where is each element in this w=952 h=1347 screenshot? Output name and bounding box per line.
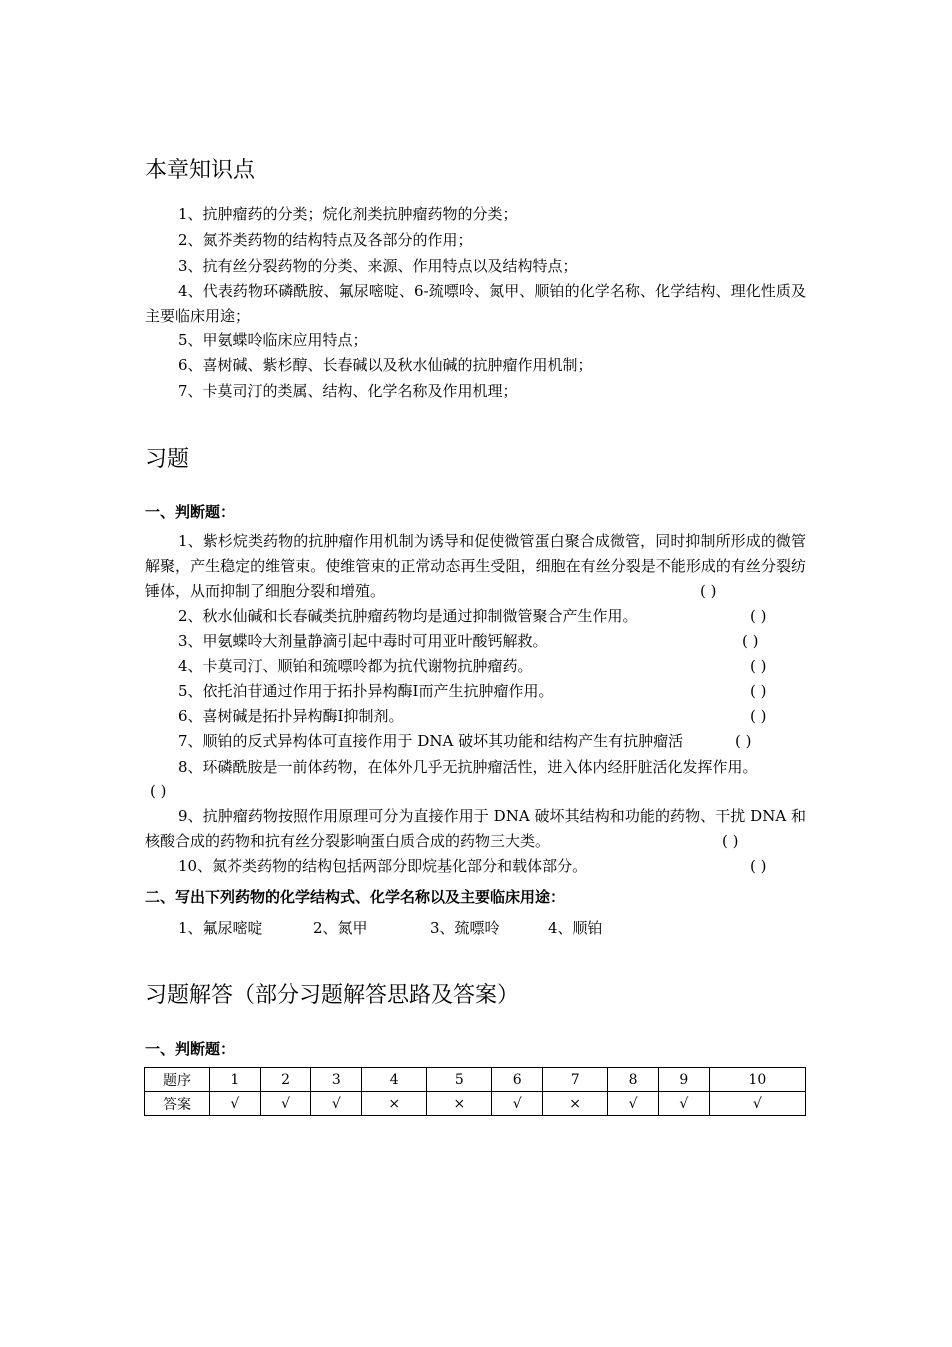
table-cell: √ xyxy=(492,1092,543,1116)
answer-blank: ( ) xyxy=(700,582,717,600)
question-10: 10、氮芥类药物的结构包括两部分即烷基化部分和载体部分。 xyxy=(178,857,588,875)
table-cell: × xyxy=(427,1092,492,1116)
table-row-label: 题序 xyxy=(145,1068,210,1092)
table-cell: 9 xyxy=(658,1068,709,1092)
knowledge-item: 6、喜树碱、紫杉醇、长春碱以及秋水仙碱的抗肿瘤作用机制； xyxy=(178,356,593,374)
table-cell: × xyxy=(543,1092,608,1116)
question-text: 8、环磷酰胺是一前体药物，在体外几乎无抗肿瘤活性，进入体内经肝脏活化发挥作用。 xyxy=(178,758,758,776)
section-title-knowledge: 本章知识点 xyxy=(145,158,256,183)
question-text: 9、抗肿瘤药物按照作用原理可分为直接作用于 DNA 破坏其结构和功能的药物、干扰 DNA 和核酸合成的药物和抗有丝分裂影响蛋白质合成的药物三大类。 xyxy=(145,807,806,850)
question-3: 3、甲氨蝶呤大剂量静滴引起中毒时可用亚叶酸钙解救。 xyxy=(178,632,548,650)
table-cell: √ xyxy=(210,1092,261,1116)
answer-table xyxy=(144,1067,806,1116)
table-cell: 4 xyxy=(362,1068,427,1092)
knowledge-item: 2、氮芥类药物的结构特点及各部分的作用； xyxy=(178,231,473,249)
answer-blank: ( ) xyxy=(735,732,752,750)
question-9 xyxy=(145,804,806,854)
answer-blank: ( ) xyxy=(750,857,767,875)
table-cell: √ xyxy=(608,1092,659,1116)
table-row-answers xyxy=(145,1092,806,1116)
table-cell: √ xyxy=(709,1092,805,1116)
table-cell: 1 xyxy=(210,1068,261,1092)
table-cell: √ xyxy=(311,1092,362,1116)
question-5: 5、依托泊苷通过作用于拓扑异构酶Ⅰ而产生抗肿瘤作用。 xyxy=(178,682,554,700)
drug-item: 4、顺铂 xyxy=(548,919,603,937)
table-cell: 10 xyxy=(709,1068,805,1092)
answer-blank: ( ) xyxy=(750,607,767,625)
question-8 xyxy=(145,755,806,780)
answer-blank: ( ) xyxy=(750,707,767,725)
answer-blank: ( ) xyxy=(742,632,759,650)
table-cell: 7 xyxy=(543,1068,608,1092)
answer-blank: ( ) xyxy=(722,832,739,850)
drug-item: 1、氟尿嘧啶 xyxy=(178,919,263,937)
knowledge-item: 1、抗肿瘤药的分类；烷化剂类抗肿瘤药物的分类； xyxy=(178,205,518,223)
question-7: 7、顺铂的反式异构体可直接作用于 DNA 破坏其功能和结构产生有抗肿瘤活 xyxy=(178,732,684,750)
section-title-answers: 习题解答（部分习题解答思路及答案） xyxy=(145,983,520,1008)
table-cell: 6 xyxy=(492,1068,543,1092)
true-false-heading: 一、判断题： xyxy=(145,503,236,521)
table-row-numbers xyxy=(145,1068,806,1092)
table-cell: 5 xyxy=(427,1068,492,1092)
structure-question-heading: 二、写出下列药物的化学结构式、化学名称以及主要临床用途： xyxy=(145,888,566,906)
answer-blank: ( ) xyxy=(150,782,167,800)
table-cell: 3 xyxy=(311,1068,362,1092)
question-6: 6、喜树碱是拓扑异构酶Ⅰ抑制剂。 xyxy=(178,707,404,725)
answers-true-false-heading: 一、判断题： xyxy=(145,1040,236,1058)
knowledge-item: 5、甲氨蝶呤临床应用特点； xyxy=(178,331,368,349)
table-cell: √ xyxy=(658,1092,709,1116)
question-text: 1、紫杉烷类药物的抗肿瘤作用机制为诱导和促使微管蛋白聚合成微管，同时抑制所形成的微管解聚，产生稳定的维管束。使维管束的正常动态再生受阻，细胞在有丝分裂是不能形成的有丝分裂纺锤体，从而抑制了细胞分裂和增殖。 xyxy=(145,532,806,600)
drug-item: 3、巯嘌呤 xyxy=(430,919,500,937)
question-4: 4、卡莫司汀、顺铂和巯嘌呤都为抗代谢物抗肿瘤药。 xyxy=(178,657,533,675)
question-2: 2、秋水仙碱和长春碱类抗肿瘤药物均是通过抑制微管聚合产生作用。 xyxy=(178,607,638,625)
answer-blank: ( ) xyxy=(750,682,767,700)
table-cell: 2 xyxy=(260,1068,311,1092)
table-cell: 8 xyxy=(608,1068,659,1092)
knowledge-item: 7、卡莫司汀的类属、结构、化学名称及作用机理； xyxy=(178,382,518,400)
table-cell: √ xyxy=(260,1092,311,1116)
table-row-label: 答案 xyxy=(145,1092,210,1116)
section-title-exercises: 习题 xyxy=(145,447,190,472)
knowledge-item: 3、抗有丝分裂药物的分类、来源、作用特点以及结构特点； xyxy=(178,257,578,275)
answer-blank: ( ) xyxy=(750,657,767,675)
knowledge-item: 4、代表药物环磷酰胺、氟尿嘧啶、6-巯嘌呤、氮甲、顺铂的化学名称、化学结构、理化性质及主要临床用途； xyxy=(145,282,806,325)
drug-item: 2、氮甲 xyxy=(313,919,368,937)
table-cell: × xyxy=(362,1092,427,1116)
